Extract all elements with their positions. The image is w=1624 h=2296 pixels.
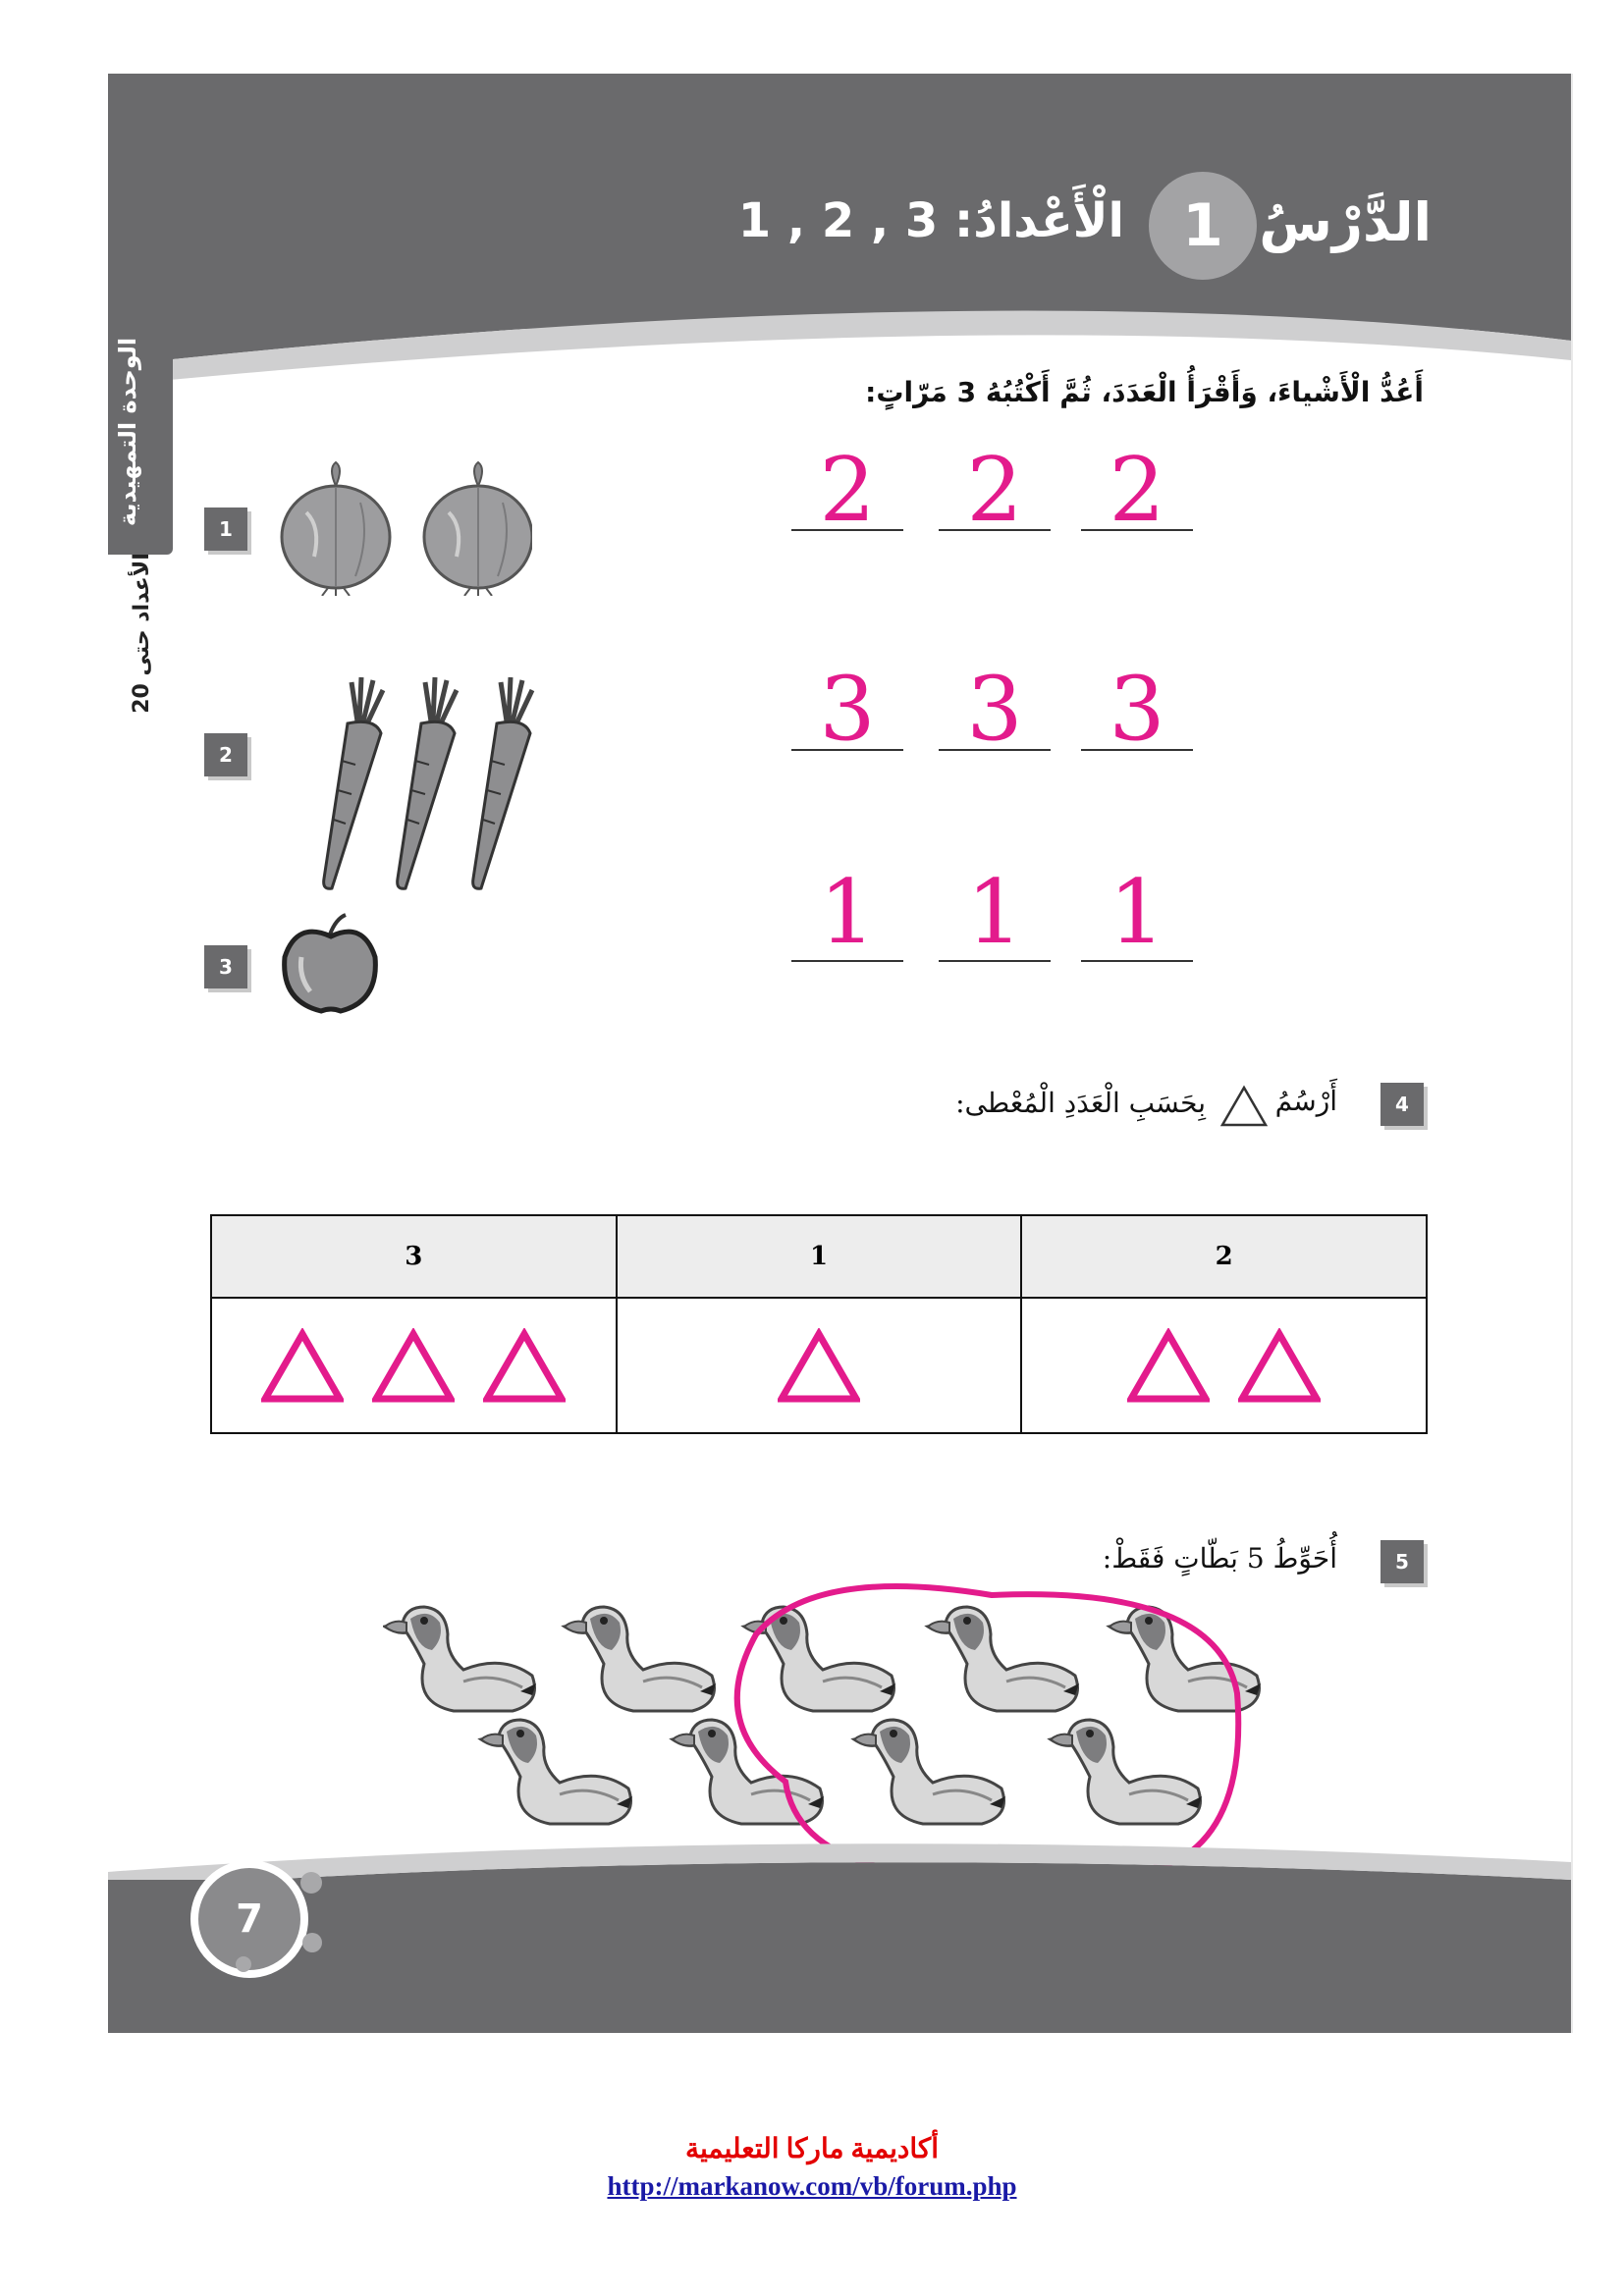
row-number-3: 3: [204, 945, 247, 988]
carrot-icon: [312, 672, 558, 898]
drawn-triangle: [483, 1328, 566, 1403]
answer-line: [791, 749, 903, 751]
answer-line: [1081, 529, 1193, 531]
table-row: [211, 1298, 1427, 1433]
duck-icon: [565, 1607, 716, 1711]
triangle-table: [210, 1214, 1428, 1434]
answer-2-b[interactable]: 3: [966, 658, 1023, 761]
lesson-number: 1: [1149, 172, 1257, 280]
table-header: 3: [211, 1215, 617, 1298]
answer-line: [1081, 749, 1193, 751]
worksheet-page: [108, 74, 1573, 2033]
drawn-triangle: [1127, 1328, 1210, 1403]
unit-subtitle: الأعداد حتى 20: [130, 553, 154, 714]
triangle-icon: [1219, 1085, 1269, 1128]
drawn-triangle: [778, 1328, 860, 1403]
answer-line: [1081, 960, 1193, 962]
decor-dot: [236, 1956, 251, 1972]
answer-2-c[interactable]: 3: [1109, 658, 1165, 761]
answer-3-b[interactable]: 1: [966, 861, 1023, 964]
answer-1-c[interactable]: 2: [1109, 439, 1165, 542]
answer-2-a[interactable]: 3: [819, 658, 876, 761]
page-number: 7: [190, 1860, 308, 1978]
answer-line: [939, 529, 1051, 531]
drawn-triangle: [1238, 1328, 1321, 1403]
exercise-intro: أَعُدُّ الْأَشْياءَ، وَأَقْرَأُ الْعَدَدَ، ثُمَّ أَكْتُبُهُ 3 مَرّاتٍ:: [865, 376, 1424, 408]
answer-3-a[interactable]: 1: [819, 861, 876, 964]
answer-line: [939, 749, 1051, 751]
answer-1-a[interactable]: 2: [819, 439, 876, 542]
row-number-1: 1: [204, 507, 247, 551]
duck-icon: [1051, 1720, 1202, 1824]
triangle-cell[interactable]: [211, 1298, 617, 1433]
decor-dot: [300, 1872, 322, 1894]
duck-icon: [854, 1720, 1005, 1824]
exercise-number-5: 5: [1380, 1540, 1424, 1583]
decor-dot: [302, 1933, 322, 1952]
lesson-label: الدَّرْسُ: [1259, 191, 1432, 253]
exercise5-instruction: أُحَوِّطُ 5 بَطّاتٍ فَقَطْ:: [1102, 1542, 1337, 1575]
lesson-topic: الْأَعْدادُ: 3 , 2 , 1: [737, 193, 1124, 248]
footer-band: [108, 1880, 1571, 2033]
duck-icon: [481, 1720, 632, 1824]
table-header: 2: [1021, 1215, 1427, 1298]
table-header-row: [211, 1215, 1427, 1298]
answer-1-b[interactable]: 2: [966, 439, 1023, 542]
table-header: 1: [617, 1215, 1022, 1298]
credit-url[interactable]: http://markanow.com/vb/forum.php: [607, 2171, 1017, 2201]
duck-icon: [928, 1607, 1079, 1711]
drawn-triangle: [261, 1328, 344, 1403]
triangle-cell[interactable]: [617, 1298, 1022, 1433]
exercise4-instruction-part2: بِحَسَبِ الْعَدَدِ الْمُعْطى:: [955, 1087, 1206, 1119]
answer-line: [791, 529, 903, 531]
credit-name: أكاديمية ماركا التعليمية: [684, 2134, 940, 2164]
answer-3-c[interactable]: 1: [1109, 861, 1165, 964]
exercise-number-4: 4: [1380, 1083, 1424, 1126]
answer-line: [791, 960, 903, 962]
answer-line: [939, 960, 1051, 962]
exercise4-instruction-part1: أَرْسُمُ: [1274, 1085, 1337, 1117]
apple-icon: [277, 913, 385, 1016]
duck-icon: [385, 1607, 536, 1711]
row-number-2: 2: [204, 733, 247, 776]
onion-icon: [277, 458, 532, 596]
drawn-triangle: [372, 1328, 455, 1403]
unit-title: الوحدة التمهيدية: [114, 337, 141, 527]
triangle-cell[interactable]: [1021, 1298, 1427, 1433]
